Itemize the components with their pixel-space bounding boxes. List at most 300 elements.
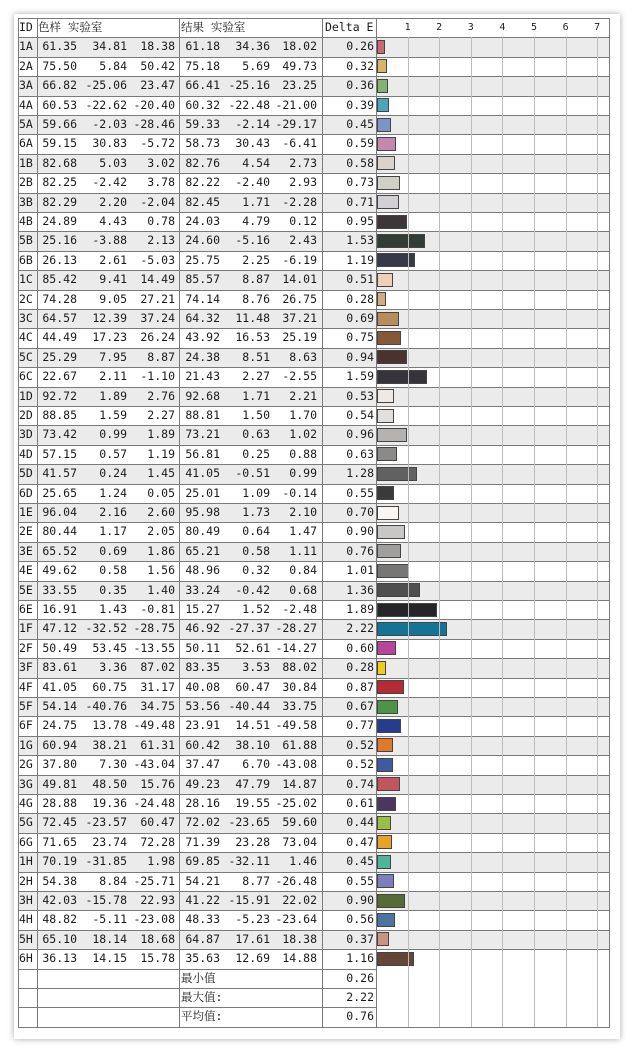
sample-b: 18.68 — [140, 931, 175, 946]
scale-gridline — [597, 37, 598, 1026]
sample-b: 3.02 — [147, 155, 175, 170]
sample-L: 37.80 — [42, 757, 77, 772]
table-row — [18, 425, 610, 444]
table-row — [18, 212, 610, 231]
result-a: 19.55 — [235, 796, 270, 810]
table-row — [18, 716, 610, 735]
result-b: -14.27 — [275, 640, 317, 655]
table-row — [18, 639, 610, 658]
sample-a: 5.84 — [99, 58, 127, 73]
delta-e-bar — [377, 913, 395, 927]
result-b: 61.88 — [282, 737, 317, 752]
sample-b: 1.40 — [147, 582, 175, 597]
delta-e-value: 0.45 — [346, 117, 374, 131]
sample-a: 1.43 — [99, 602, 127, 616]
delta-e-value: 0.37 — [346, 931, 374, 946]
sample-b: 0.78 — [147, 214, 175, 228]
summary-label: 最小值 — [181, 970, 216, 985]
sample-L: 61.35 — [42, 39, 77, 54]
sample-L: 96.04 — [42, 505, 77, 519]
scale-tick-label: 6 — [562, 22, 569, 33]
delta-e-bar — [377, 79, 388, 93]
row-divider — [18, 736, 610, 737]
scale-tick-label: 4 — [499, 22, 506, 33]
result-b: 1.70 — [289, 408, 317, 422]
sample-b: -43.04 — [133, 757, 175, 772]
summary-row — [18, 969, 610, 988]
result-b: 30.84 — [282, 679, 317, 694]
row-id: 2D — [19, 408, 33, 422]
column-divider — [18, 18, 19, 1027]
result-L: 48.33 — [185, 912, 220, 927]
delta-e-value: 1.89 — [346, 602, 374, 616]
sample-b: 1.19 — [147, 446, 175, 461]
delta-e-bar — [377, 234, 425, 248]
result-b: 1.46 — [289, 854, 317, 869]
result-b: -2.48 — [282, 602, 317, 616]
table-row — [18, 154, 610, 173]
table-row — [18, 872, 610, 891]
result-L: 71.39 — [185, 834, 220, 849]
result-a: 16.53 — [235, 330, 270, 345]
delta-e-bar — [377, 874, 394, 888]
delta-e-value: 1.53 — [346, 233, 374, 248]
sample-a: 18.14 — [92, 931, 127, 946]
sample-L: 24.75 — [42, 718, 77, 733]
result-a: -15.91 — [228, 893, 270, 907]
result-a: 52.61 — [235, 640, 270, 655]
row-id: 3D — [19, 427, 33, 442]
sample-L: 59.66 — [42, 117, 77, 131]
result-L: 54.21 — [185, 873, 220, 888]
result-L: 46.92 — [185, 621, 220, 636]
result-b: 23.25 — [282, 78, 317, 93]
delta-e-value: 0.73 — [346, 175, 374, 190]
row-id: 1B — [19, 155, 33, 170]
sample-L: 57.15 — [42, 446, 77, 461]
row-divider — [18, 561, 610, 562]
row-id: 5G — [19, 815, 33, 830]
delta-e-bar — [377, 797, 396, 811]
sample-L: 60.94 — [42, 737, 77, 752]
header-sample: 色样 实验室 — [38, 20, 103, 34]
sample-L: 49.81 — [42, 776, 77, 791]
sample-L: 36.13 — [42, 951, 77, 966]
row-id: 1F — [19, 621, 33, 636]
result-b: -43.08 — [275, 757, 317, 772]
delta-e-value: 0.69 — [346, 311, 374, 325]
sample-L: 16.91 — [42, 602, 77, 616]
result-a: 4.79 — [242, 214, 270, 228]
result-b: 37.21 — [282, 311, 317, 325]
sample-a: -32.52 — [85, 621, 127, 636]
row-id: 3B — [19, 194, 33, 209]
row-divider — [18, 231, 610, 232]
column-divider — [609, 18, 610, 1027]
result-b: 2.43 — [289, 233, 317, 248]
row-id: 6F — [19, 718, 33, 733]
row-id: 2G — [19, 757, 33, 772]
result-a: 23.28 — [235, 834, 270, 849]
table-row — [18, 290, 610, 309]
delta-e-bar — [377, 661, 386, 675]
row-id: 6E — [19, 602, 33, 616]
result-b: 1.11 — [289, 543, 317, 558]
row-divider — [18, 503, 610, 504]
table-row — [18, 328, 610, 347]
result-a: 0.64 — [242, 524, 270, 539]
delta-e-bar — [377, 215, 407, 229]
result-a: 2.27 — [242, 369, 270, 384]
result-a: -0.51 — [235, 466, 270, 481]
row-divider — [18, 484, 610, 485]
sample-L: 66.82 — [42, 78, 77, 93]
column-divider — [376, 18, 377, 1027]
table-row — [18, 775, 610, 794]
row-id: 6C — [19, 369, 33, 384]
delta-e-value: 0.39 — [346, 97, 374, 112]
scale-tick-label: 1 — [404, 22, 411, 33]
result-L: 24.38 — [185, 349, 220, 364]
delta-e-value: 2.22 — [346, 621, 374, 636]
delta-e-bar — [377, 409, 394, 423]
sample-b: 37.24 — [140, 311, 175, 325]
result-b: 8.63 — [289, 349, 317, 364]
row-id: 6B — [19, 252, 33, 267]
delta-e-bar — [377, 816, 391, 830]
table-row — [18, 387, 610, 406]
row-divider — [18, 522, 610, 523]
row-id: 6G — [19, 834, 33, 849]
result-L: 56.81 — [185, 446, 220, 461]
sample-L: 25.65 — [42, 485, 77, 500]
table-row — [18, 794, 610, 813]
result-a: 1.52 — [242, 602, 270, 616]
sample-b: -24.48 — [133, 796, 175, 810]
delta-e-bar — [377, 40, 385, 54]
result-L: 48.96 — [185, 563, 220, 578]
row-divider — [18, 930, 610, 931]
result-a: 1.71 — [242, 194, 270, 209]
result-L: 25.01 — [185, 485, 220, 500]
sample-a: -3.88 — [92, 233, 127, 248]
sample-b: -49.48 — [133, 718, 175, 733]
table-row — [18, 561, 610, 580]
sample-L: 74.28 — [42, 291, 77, 306]
result-a: 60.47 — [235, 679, 270, 694]
table-row — [18, 57, 610, 76]
result-a: 8.51 — [242, 349, 270, 364]
delta-e-bar — [377, 758, 393, 772]
delta-e-value: 1.36 — [346, 582, 374, 597]
result-b: -28.27 — [275, 621, 317, 636]
sample-a: 0.57 — [99, 446, 127, 461]
table-row — [18, 309, 610, 328]
result-b: 2.10 — [289, 505, 317, 519]
sample-a: 2.20 — [99, 194, 127, 209]
result-a: 0.32 — [242, 563, 270, 578]
delta-e-bar — [377, 137, 396, 151]
delta-e-value: 0.32 — [346, 58, 374, 73]
table-row — [18, 930, 610, 949]
sample-b: -20.40 — [133, 97, 175, 112]
result-b: 14.87 — [282, 776, 317, 791]
delta-e-value: 0.52 — [346, 757, 374, 772]
sample-b: 2.60 — [147, 505, 175, 519]
delta-e-bar — [377, 641, 396, 655]
result-L: 82.45 — [185, 194, 220, 209]
result-L: 33.24 — [185, 582, 220, 597]
table-row — [18, 76, 610, 95]
delta-e-bar — [377, 447, 397, 461]
result-L: 75.18 — [185, 58, 220, 73]
result-a: -32.11 — [228, 854, 270, 869]
delta-e-value: 0.47 — [346, 834, 374, 849]
row-id: 2H — [19, 873, 33, 888]
row-id: 5F — [19, 699, 33, 713]
sample-a: 1.17 — [99, 524, 127, 539]
delta-e-value: 0.55 — [346, 485, 374, 500]
result-a: 34.36 — [235, 39, 270, 54]
result-b: 59.60 — [282, 815, 317, 830]
row-divider — [18, 212, 610, 213]
result-a: 5.69 — [242, 58, 270, 73]
sample-L: 70.19 — [42, 854, 77, 869]
result-b: 73.04 — [282, 834, 317, 849]
row-divider — [18, 658, 610, 659]
sample-b: 8.87 — [147, 349, 175, 364]
result-a: 8.87 — [242, 272, 270, 287]
row-id: 2C — [19, 291, 33, 306]
sample-a: 9.41 — [99, 272, 127, 287]
row-divider — [18, 697, 610, 698]
scale-tick-label: 7 — [594, 22, 601, 33]
row-divider — [18, 716, 610, 717]
result-L: 80.49 — [185, 524, 220, 539]
result-b: -23.64 — [275, 912, 317, 927]
result-L: 65.21 — [185, 543, 220, 558]
sample-b: 22.93 — [140, 893, 175, 907]
sample-a: 2.61 — [99, 252, 127, 267]
row-divider — [18, 581, 610, 582]
result-a: -27.37 — [228, 621, 270, 636]
result-b: -29.17 — [275, 117, 317, 131]
row-divider — [18, 134, 610, 135]
row-divider — [18, 57, 610, 58]
row-id: 2F — [19, 640, 33, 655]
delta-e-value: 0.54 — [346, 408, 374, 422]
result-L: 50.11 — [185, 640, 220, 655]
sample-b: 1.45 — [147, 466, 175, 481]
row-divider — [18, 173, 610, 174]
result-b: 14.88 — [282, 951, 317, 966]
header-delta-e: Delta E — [325, 20, 374, 34]
result-b: 18.38 — [282, 931, 317, 946]
result-b: 1.02 — [289, 427, 317, 442]
sample-b: 26.24 — [140, 330, 175, 345]
table-row — [18, 193, 610, 212]
scale-tick-label: 3 — [467, 22, 474, 33]
result-a: 14.51 — [235, 718, 270, 733]
sample-b: 27.21 — [140, 291, 175, 306]
result-L: 58.73 — [185, 136, 220, 151]
sample-a: 4.43 — [99, 214, 127, 228]
sample-b: 23.47 — [140, 78, 175, 93]
sample-b: 60.47 — [140, 815, 175, 830]
result-a: 1.73 — [242, 505, 270, 519]
row-divider — [18, 115, 610, 116]
table-row — [18, 910, 610, 929]
delta-e-value: 0.67 — [346, 699, 374, 713]
row-divider — [18, 270, 610, 271]
result-b: 22.02 — [282, 893, 317, 907]
delta-e-value: 1.28 — [346, 466, 374, 481]
row-id: 3G — [19, 776, 33, 791]
table-row — [18, 891, 610, 910]
result-L: 74.14 — [185, 291, 220, 306]
row-id: 6D — [19, 485, 33, 500]
delta-e-bar — [377, 156, 395, 170]
row-divider — [18, 328, 610, 329]
delta-e-bar — [377, 777, 400, 791]
result-a: 6.70 — [242, 757, 270, 772]
row-id: 6A — [19, 136, 33, 151]
delta-e-value: 1.59 — [346, 369, 374, 384]
result-b: -2.55 — [282, 369, 317, 384]
table-row — [18, 96, 610, 115]
result-L: 69.85 — [185, 854, 220, 869]
sample-b: 50.42 — [140, 58, 175, 73]
delta-e-bar — [377, 544, 401, 558]
result-L: 24.60 — [185, 233, 220, 248]
table-row — [18, 348, 610, 367]
delta-e-value: 0.71 — [346, 194, 374, 209]
scale-gridline — [534, 37, 535, 1026]
delta-e-bar — [377, 331, 401, 345]
result-a: 2.25 — [242, 252, 270, 267]
delta-e-value: 0.45 — [346, 854, 374, 869]
sample-b: 87.02 — [140, 660, 175, 675]
sample-a: 1.59 — [99, 408, 127, 422]
scale-gridline — [502, 37, 503, 1026]
result-a: 0.58 — [242, 543, 270, 558]
row-divider — [18, 367, 610, 368]
row-id: 4A — [19, 97, 33, 112]
result-b: 26.75 — [282, 291, 317, 306]
delta-e-value: 0.87 — [346, 679, 374, 694]
row-id: 5D — [19, 466, 33, 481]
sample-a: 38.21 — [92, 737, 127, 752]
sample-L: 75.50 — [42, 58, 77, 73]
row-divider — [18, 290, 610, 291]
sample-b: 15.78 — [140, 951, 175, 966]
sample-b: 1.98 — [147, 854, 175, 869]
sample-a: 34.81 — [92, 39, 127, 54]
sample-a: 0.58 — [99, 563, 127, 578]
row-divider — [18, 600, 610, 601]
result-L: 24.03 — [185, 214, 220, 228]
sample-L: 65.10 — [42, 931, 77, 946]
delta-e-value: 0.94 — [346, 349, 374, 364]
sample-a: 60.75 — [92, 679, 127, 694]
summary-value: 0.26 — [346, 970, 374, 985]
result-b: 33.75 — [282, 699, 317, 713]
sample-a: 23.74 — [92, 834, 127, 849]
delta-e-value: 0.95 — [346, 214, 374, 228]
table-row — [18, 581, 610, 600]
result-L: 72.02 — [185, 815, 220, 830]
delta-e-bar — [377, 350, 407, 364]
row-divider — [18, 755, 610, 756]
result-L: 49.23 — [185, 776, 220, 791]
row-id: 5H — [19, 931, 33, 946]
sample-a: 0.99 — [99, 427, 127, 442]
sample-a: -15.78 — [85, 893, 127, 907]
delta-e-value: 0.36 — [346, 78, 374, 93]
row-id: 3E — [19, 543, 33, 558]
sample-a: -2.42 — [92, 175, 127, 190]
row-divider — [18, 251, 610, 252]
result-b: 0.12 — [289, 214, 317, 228]
header-id: ID — [19, 20, 33, 34]
result-b: -49.58 — [275, 718, 317, 733]
delta-e-value: 0.77 — [346, 718, 374, 733]
result-L: 85.57 — [185, 272, 220, 287]
result-b: 0.88 — [289, 446, 317, 461]
result-b: 0.68 — [289, 582, 317, 597]
column-divider — [179, 18, 180, 1027]
row-divider — [18, 949, 610, 950]
delta-e-value: 0.51 — [346, 272, 374, 287]
sample-b: 18.38 — [140, 39, 175, 54]
row-id: 5B — [19, 233, 33, 248]
result-b: -2.28 — [282, 194, 317, 209]
table-row — [18, 542, 610, 561]
row-id: 4B — [19, 214, 33, 228]
row-divider — [18, 891, 610, 892]
result-L: 23.91 — [185, 718, 220, 733]
row-divider — [18, 775, 610, 776]
sample-L: 48.82 — [42, 912, 77, 927]
row-id: 4H — [19, 912, 33, 927]
sample-a: 17.23 — [92, 330, 127, 345]
sample-b: -13.55 — [133, 640, 175, 655]
sample-L: 92.72 — [42, 388, 77, 403]
result-L: 60.42 — [185, 737, 220, 752]
delta-e-value: 0.75 — [346, 330, 374, 345]
result-a: -0.42 — [235, 582, 270, 597]
sample-L: 26.13 — [42, 252, 77, 267]
sample-a: 1.24 — [99, 485, 127, 500]
table-row — [18, 231, 610, 250]
sample-a: 13.78 — [92, 718, 127, 733]
table-row — [18, 658, 610, 677]
result-L: 41.05 — [185, 466, 220, 481]
sample-L: 42.03 — [42, 893, 77, 907]
table-row — [18, 755, 610, 774]
delta-e-value: 0.74 — [346, 776, 374, 791]
row-divider — [18, 619, 610, 620]
result-a: 12.69 — [235, 951, 270, 966]
sample-a: 5.03 — [99, 155, 127, 170]
result-L: 66.41 — [185, 78, 220, 93]
column-divider — [322, 18, 323, 1027]
sample-L: 85.42 — [42, 272, 77, 287]
sample-L: 73.42 — [42, 427, 77, 442]
sample-a: 0.24 — [99, 466, 127, 481]
table-row — [18, 697, 610, 716]
table-row — [18, 852, 610, 871]
